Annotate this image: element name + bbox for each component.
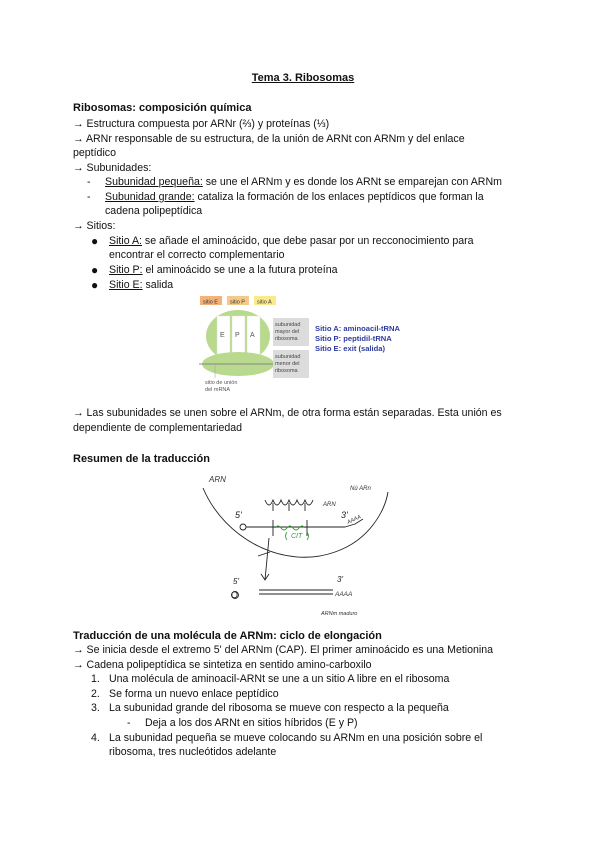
site-a-text-2: encontrar el correcto complementario (109, 249, 285, 261)
trna-stems (273, 503, 305, 511)
sketch-cit: CIT (291, 533, 303, 540)
arrow-cross (258, 552, 270, 556)
site-a-label: Sitio A: (109, 235, 142, 247)
major-box-line-2: mayor del (275, 329, 300, 335)
step-text: Una molécula de aminoacil-ARNt se une a un sitio A libre en el ribosoma (109, 673, 450, 685)
line-sites: → Sitios: (73, 220, 116, 232)
minor-box-line-2: menor del (275, 361, 300, 367)
site-a-text: se añade el aminoácido, que debe pasar por un recconocimiento para (141, 235, 474, 247)
minor-box-line-1: subunidad (275, 354, 301, 360)
dash-mark: - (87, 191, 91, 203)
site-e-text: salida (142, 279, 174, 291)
sketch-three-1: 3' (341, 510, 348, 520)
large-subunit-text: cataliza la formación de los enlaces peptídicos que forman la (194, 191, 484, 203)
section-heading-composition: Ribosomas: composición química (73, 102, 252, 114)
sketch-five-2: 5' (233, 577, 239, 586)
arrow-down (261, 538, 269, 580)
small-subunit-label: Subunidad pequeña: (105, 176, 203, 188)
site-e-label: Sitio E: (109, 279, 143, 291)
step-text: La subunidad grande del ribosoma se mueve con respecto a la pequeña (109, 702, 449, 714)
site-p-text: el aminoácido se une a la futura proteína (142, 264, 338, 276)
sketch-arn-label: ARN (209, 475, 226, 484)
line-union-a: → Las subunidades se unen sobre el ARNm, de otra forma están separadas. Esta unión es (73, 407, 502, 419)
step-number: 3. (91, 702, 100, 714)
tag-site-a-text: sitio A (257, 299, 272, 306)
bullet-mark: ● (91, 234, 99, 248)
sketch-five-1: 5' (235, 510, 242, 520)
section-heading-translation-summary: Resumen de la traducción (73, 453, 210, 465)
legend-site-e: Sitio E: exit (salida) (315, 344, 386, 353)
line-subunits: → Subunidades: (73, 162, 152, 174)
line-start: → Se inicia desde el extremo 5' del ARNm (CAP). El primer aminoácido es una Metionina (73, 644, 494, 656)
small-subunit-text: se une el ARNm y es donde los ARNt se emparejan con ARNm (202, 176, 502, 188)
site-a-letter: A (250, 332, 255, 339)
step-text-cont: ribosoma, tres nucleótidos adelante (109, 746, 277, 758)
large-subunit-text-2: cadena polipeptídica (105, 205, 203, 217)
site-p-label: Sitio P: (109, 264, 143, 276)
line-structure: → Estructura compuesta por ARNr (⅔) y proteínas (⅓) (73, 118, 330, 130)
sketch-aaaa-1: AAAA (346, 514, 363, 526)
step-sub-text: Deja a los dos ARNt en sitios híbridos (E y P) (145, 717, 358, 729)
line-arnr-a: → ARNr responsable de su estructura, de la unión de ARNt con ARNm y del enlace (73, 133, 465, 145)
minor-box-line-3: ribosoma (275, 368, 298, 374)
bullet-mark: ● (91, 263, 99, 277)
sketch-o: O (231, 590, 239, 600)
site-p-letter: P (235, 332, 240, 339)
tag-site-e-text: sitio E (203, 299, 218, 306)
sketch-three-2: 3' (337, 575, 343, 584)
mrna-label-1: sitio de unión (205, 380, 238, 386)
sketch-arn-2: ARN (323, 502, 336, 508)
step-text: La subunidad pequeña se mueve colocando su ARNm en una posición sobre el (109, 732, 483, 744)
line-union-b: dependiente de complementariedad (73, 422, 243, 434)
mrna-label-2: del mRNA (205, 387, 231, 393)
legend-site-p: Sitio P: peptidil-tRNA (315, 334, 392, 343)
tag-site-p-text: sitio P (230, 299, 245, 306)
cap-circle-1 (240, 524, 246, 530)
section-heading-elongation: Traducción de una molécula de ARNm: ciclo de elongación (73, 630, 382, 642)
sketch-aaaa-2: AAAA (335, 591, 353, 598)
sketch-arnm-label: ARNm maduro (321, 611, 358, 617)
page-title: Tema 3. Ribosomas (251, 72, 355, 84)
sketch-nuc-label: Nú ARn (350, 486, 371, 492)
mrna-line-2 (259, 590, 333, 594)
step-number: 1. (91, 673, 100, 685)
line-direction: → Cadena polipeptídica se sintetiza en sentido amino-carboxilo (73, 659, 372, 671)
bullet-mark: ● (91, 278, 99, 292)
site-e-letter: E (220, 332, 225, 339)
dash-mark: - (87, 176, 91, 188)
step-number: 4. (91, 732, 100, 744)
ribosome-figure (195, 294, 455, 398)
translation-sketch (195, 470, 395, 620)
legend-site-a: Sitio A: aminoacil-tRNA (315, 324, 400, 333)
step-number: 2. (91, 688, 100, 700)
dash-mark: - (127, 717, 131, 729)
nucleus-arc (203, 488, 388, 557)
line-arnr-b: peptídico (73, 147, 116, 159)
major-box-line-1: subunidad (275, 322, 301, 328)
step-text: Se forma un nuevo enlace peptídico (109, 688, 279, 700)
large-subunit-label: Subunidad grande: (105, 191, 195, 203)
major-box-line-3: ribosoma (275, 336, 298, 342)
